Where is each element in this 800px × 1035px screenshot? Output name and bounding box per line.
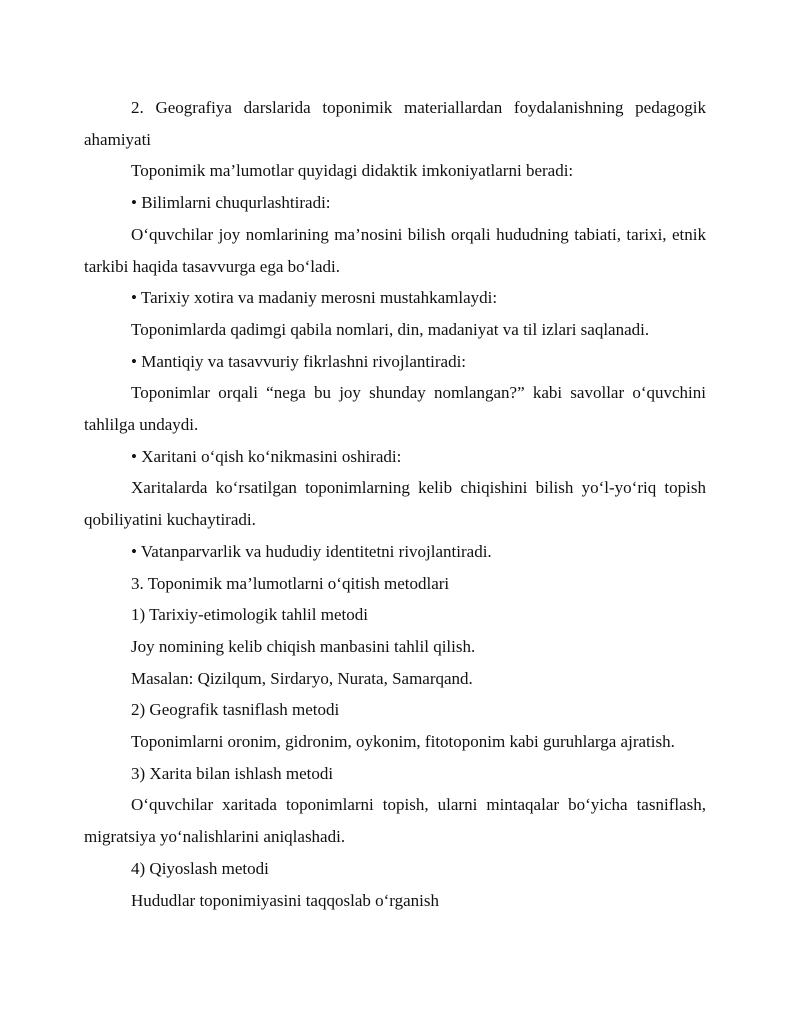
paragraph: Masalan: Qizilqum, Sirdaryo, Nurata, Samarqand. bbox=[131, 668, 473, 688]
paragraph: O‘quvchilar joy nomlarining ma’nosini bilish orqali hududning tabiati, tarixi, etnik tarkibi haqida tasavvurga ega bo‘ladi. bbox=[84, 224, 706, 276]
section-heading: 3. Toponimik ma’lumotlarni o‘qitish metodlari bbox=[131, 573, 450, 593]
method-heading: 4) Qiyoslash metodi bbox=[131, 858, 269, 878]
paragraph: Toponimlar orqali “nega bu joy shunday nomlangan?” kabi savollar o‘quvchini tahlilga undaydi. bbox=[84, 383, 706, 435]
method-heading: 1) Tarixiy-etimologik tahlil metodi bbox=[131, 605, 368, 625]
paragraph: O‘quvchilar xaritada toponimlarni topish, ularni mintaqalar bo‘yicha tasniflash, migratsiya yo‘nalishlarini aniqlashadi. bbox=[84, 795, 706, 847]
section-heading: 2. Geografiya darslarida toponimik materiallardan foydalanishning pedagogik ahamiyati bbox=[84, 98, 706, 149]
method-heading: 3) Xarita bilan ishlash metodi bbox=[131, 763, 334, 783]
method-heading: 2) Geografik tasniflash metodi bbox=[131, 700, 340, 720]
bullet-item: • Bilimlarni chuqurlashtiradi: bbox=[131, 193, 331, 213]
bullet-item: • Mantiqiy va tasavvuriy fikrlashni rivojlantiradi: bbox=[131, 351, 467, 371]
bullet-item: • Xaritani o‘qish ko‘nikmasini oshiradi: bbox=[131, 446, 402, 466]
paragraph: Toponimlarni oronim, gidronim, oykonim, fitotoponim kabi guruhlarga ajratish. bbox=[131, 732, 675, 752]
bullet-item: • Vatanparvarlik va hududiy identitetni rivojlantiradi. bbox=[131, 541, 492, 561]
paragraph: Toponimik ma’lumotlar quyidagi didaktik imkoniyatlarni beradi: bbox=[131, 161, 574, 181]
document-body bbox=[84, 92, 706, 916]
paragraph: Toponimlarda qadimgi qabila nomlari, din, madaniyat va til izlari saqlanadi. bbox=[131, 319, 650, 339]
paragraph: Hududlar toponimiyasini taqqoslab o‘rganish bbox=[131, 890, 440, 910]
paragraph: Xaritalarda ko‘rsatilgan toponimlarning kelib chiqishini bilish yo‘l-yo‘riq topish qobiliyatini kuchaytiradi. bbox=[84, 478, 706, 530]
paragraph: Joy nomining kelib chiqish manbasini tahlil qilish. bbox=[131, 636, 476, 656]
bullet-item: • Tarixiy xotira va madaniy merosni mustahkamlaydi: bbox=[131, 288, 498, 308]
